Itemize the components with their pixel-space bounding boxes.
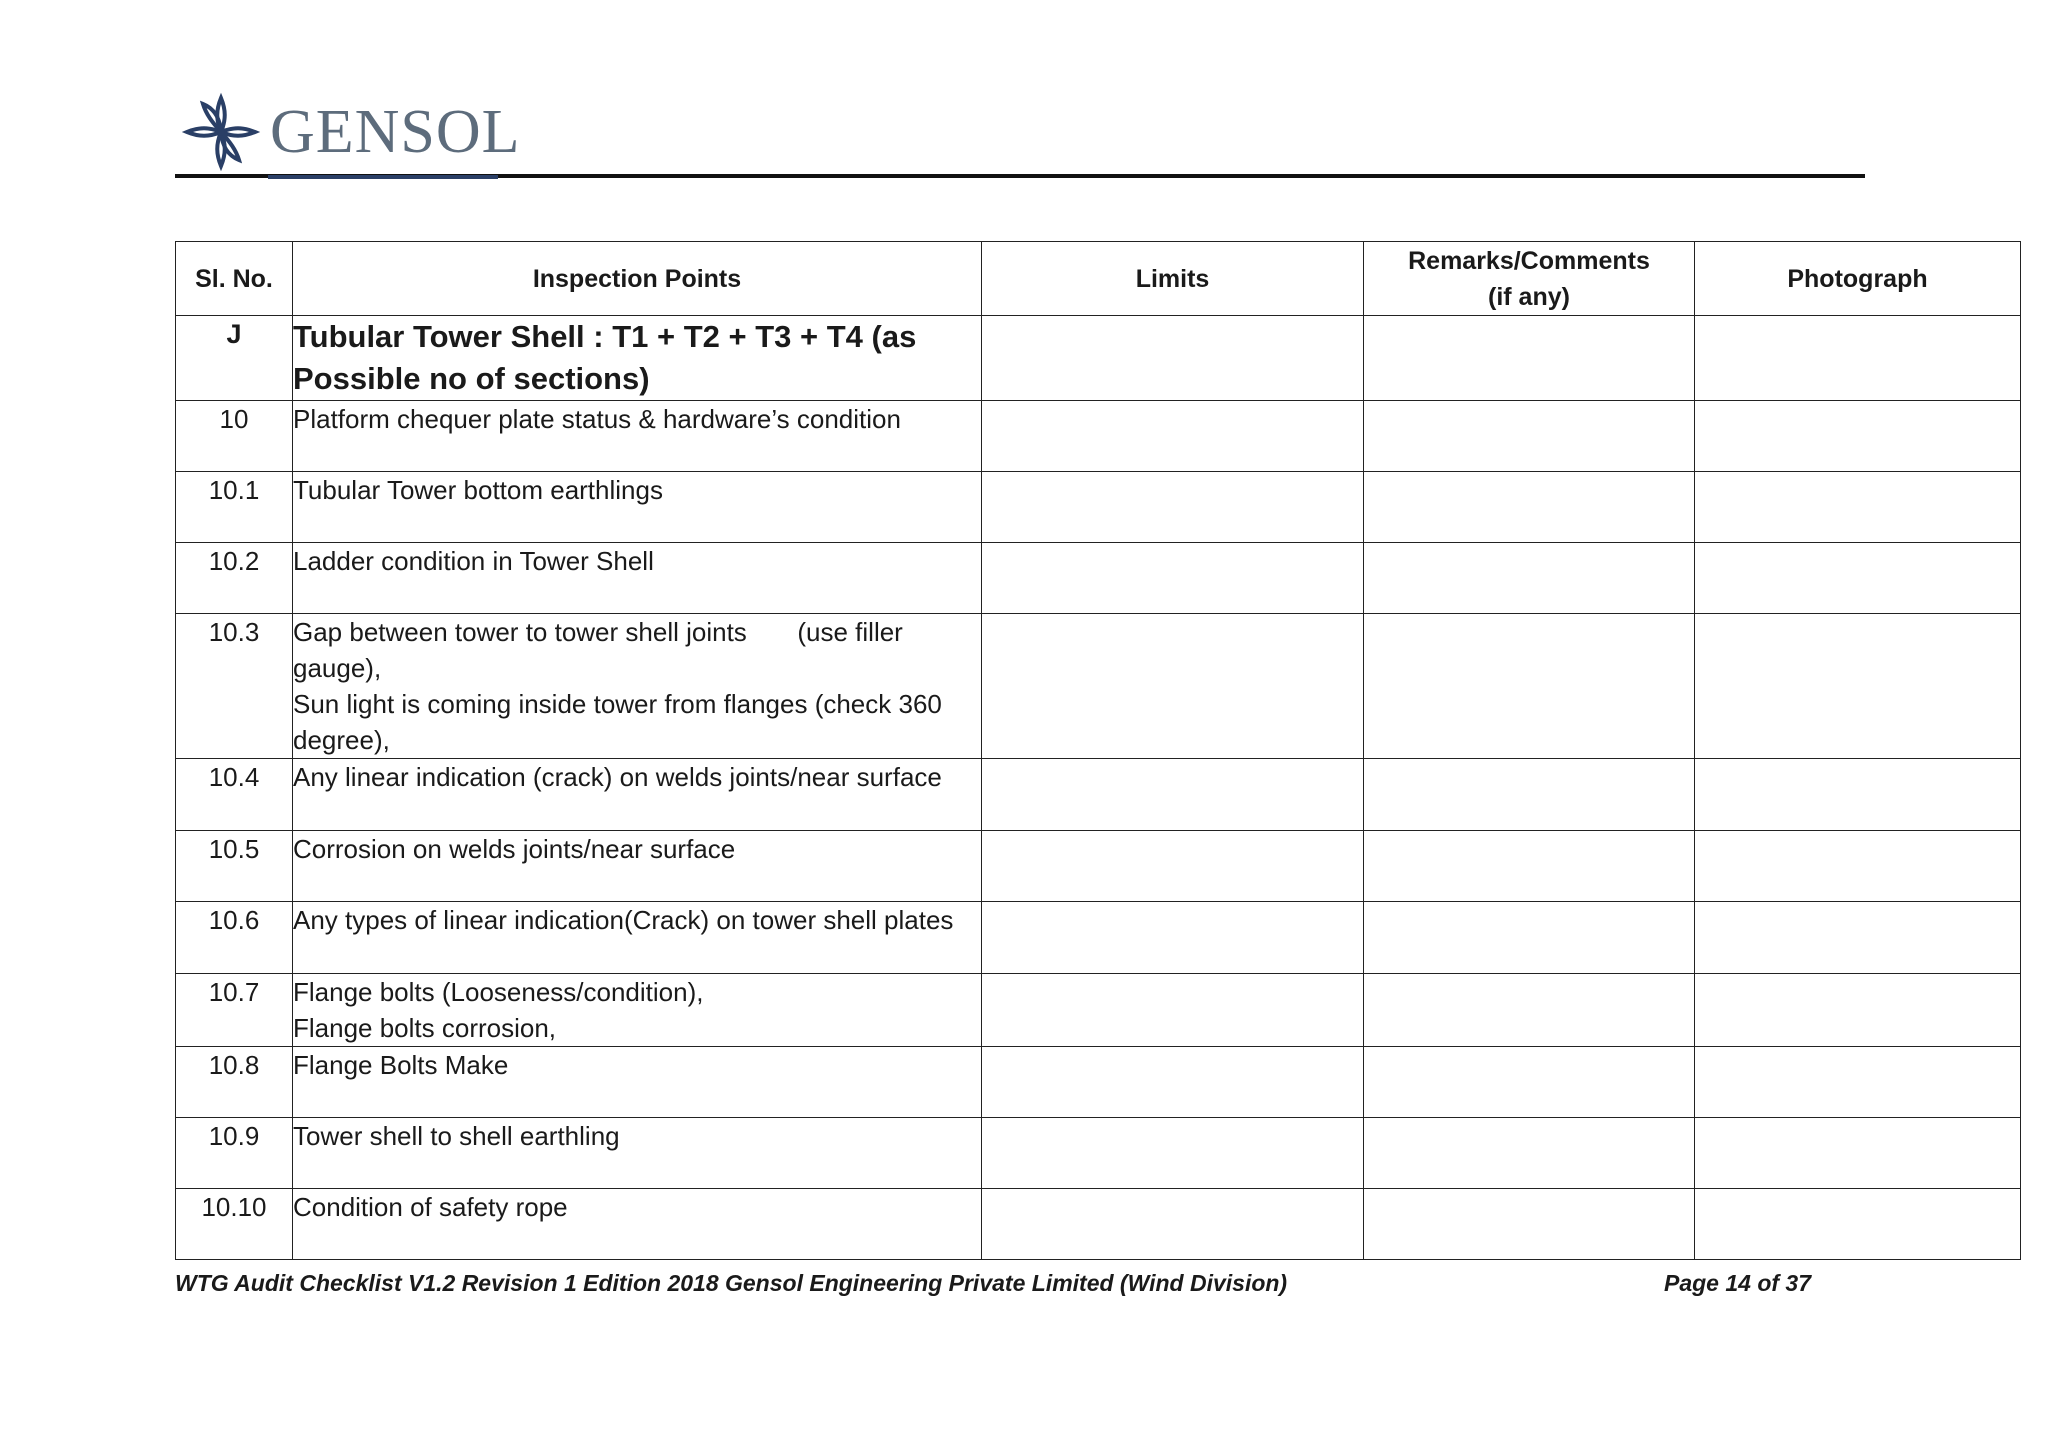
row-inspection-point — [293, 1047, 982, 1118]
inspection-point-line: Flange bolts corrosion, — [293, 1013, 557, 1043]
row-sl-no: 10.10 — [176, 1189, 293, 1260]
remarks-cell[interactable] — [1364, 614, 1695, 759]
footer-page-number: Page 14 of 37 — [1664, 1270, 1812, 1296]
section-sl-no: J — [176, 316, 293, 401]
limits-cell[interactable] — [982, 759, 1364, 831]
limits-cell[interactable] — [982, 974, 1364, 1047]
section-title: Tubular Tower Shell : T1 + T2 + T3 + T4 (as Possible no of sections) — [293, 316, 982, 401]
photograph-cell[interactable] — [1695, 401, 2021, 472]
photograph-cell[interactable] — [1695, 759, 2021, 831]
table-row — [176, 1118, 2021, 1189]
photograph-cell[interactable] — [1695, 1189, 2021, 1260]
remarks-cell[interactable] — [1364, 1189, 1695, 1260]
table-row — [176, 759, 2021, 831]
photograph-cell[interactable] — [1695, 472, 2021, 543]
logo-text: GENSOL — [270, 98, 521, 166]
remarks-cell[interactable] — [1364, 902, 1695, 974]
col-header-inspection-points: Inspection Points — [293, 242, 982, 316]
photograph-cell[interactable] — [1695, 614, 2021, 759]
table-row — [176, 614, 2021, 759]
table-row — [176, 902, 2021, 974]
col-header-remarks-line2: (if any) — [1488, 282, 1570, 311]
row-sl-no: 10.7 — [176, 974, 293, 1047]
limits-cell[interactable] — [982, 902, 1364, 974]
row-inspection-point — [293, 543, 982, 614]
row-sl-no: 10.5 — [176, 831, 293, 902]
row-sl-no: 10.4 — [176, 759, 293, 831]
remarks-cell[interactable] — [1364, 974, 1695, 1047]
inspection-point-line: Tower shell to shell earthling — [293, 1121, 620, 1151]
table-row — [176, 1189, 2021, 1260]
inspection-point-line: Gap between tower to tower shell joints (use filler gauge), — [293, 617, 911, 683]
inspection-point-line: Tubular Tower bottom earthlings — [293, 475, 663, 505]
remarks-cell[interactable] — [1364, 759, 1695, 831]
inspection-point-line: Sun light is coming inside tower from flanges (check 360 degree), — [293, 689, 942, 755]
limits-cell[interactable] — [982, 1118, 1364, 1189]
remarks-cell[interactable] — [1364, 1047, 1695, 1118]
inspection-point-line: Ladder condition in Tower Shell — [293, 546, 654, 576]
remarks-cell[interactable] — [1364, 1118, 1695, 1189]
remarks-cell[interactable] — [1364, 401, 1695, 472]
limits-cell[interactable] — [982, 316, 1364, 401]
limits-cell[interactable] — [982, 614, 1364, 759]
photograph-cell[interactable] — [1695, 1118, 2021, 1189]
col-header-limits: Limits — [982, 242, 1364, 316]
row-inspection-point — [293, 831, 982, 902]
limits-cell[interactable] — [982, 1047, 1364, 1118]
photograph-cell[interactable] — [1695, 974, 2021, 1047]
remarks-cell[interactable] — [1364, 316, 1695, 401]
col-header-sl-no: Sl. No. — [176, 242, 293, 316]
inspection-point-line: Flange Bolts Make — [293, 1050, 509, 1080]
row-inspection-point — [293, 759, 982, 831]
table-row — [176, 831, 2021, 902]
row-sl-no: 10.2 — [176, 543, 293, 614]
row-sl-no: 10.1 — [176, 472, 293, 543]
remarks-cell[interactable] — [1364, 472, 1695, 543]
photograph-cell[interactable] — [1695, 316, 2021, 401]
row-inspection-point — [293, 1189, 982, 1260]
row-inspection-point — [293, 401, 982, 472]
row-inspection-point — [293, 1118, 982, 1189]
footer-document-title: WTG Audit Checklist V1.2 Revision 1 Edition 2018 Gensol Engineering Private Limited (Wind Division) — [175, 1270, 1288, 1296]
inspection-point-line: Condition of safety rope — [293, 1192, 568, 1222]
inspection-point-line: Flange bolts (Looseness/condition), — [293, 977, 704, 1007]
row-inspection-point — [293, 472, 982, 543]
table-row — [176, 401, 2021, 472]
photograph-cell[interactable] — [1695, 543, 2021, 614]
table-row — [176, 543, 2021, 614]
row-sl-no: 10.9 — [176, 1118, 293, 1189]
row-sl-no: 10.8 — [176, 1047, 293, 1118]
row-inspection-point — [293, 902, 982, 974]
limits-cell[interactable] — [982, 401, 1364, 472]
photograph-cell[interactable] — [1695, 1047, 2021, 1118]
table-row — [176, 472, 2021, 543]
company-logo — [178, 92, 521, 172]
col-header-remarks — [1364, 242, 1695, 316]
photograph-cell[interactable] — [1695, 902, 2021, 974]
inspection-point-line: Any linear indication (crack) on welds joints/near surface — [293, 762, 942, 792]
row-sl-no: 10 — [176, 401, 293, 472]
table-row — [176, 974, 2021, 1047]
col-header-photograph: Photograph — [1695, 242, 2021, 316]
inspection-point-line: Corrosion on welds joints/near surface — [293, 834, 736, 864]
row-inspection-point — [293, 614, 982, 759]
section-row — [176, 316, 2021, 401]
limits-cell[interactable] — [982, 1189, 1364, 1260]
flower-logo-icon — [178, 92, 264, 172]
table-header-row — [176, 242, 2021, 316]
limits-cell[interactable] — [982, 472, 1364, 543]
inspection-point-line: Platform chequer plate status & hardware’s condition — [293, 404, 901, 434]
limits-cell[interactable] — [982, 831, 1364, 902]
row-sl-no: 10.3 — [176, 614, 293, 759]
row-inspection-point — [293, 974, 982, 1047]
col-header-remarks-line1: Remarks/Comments — [1408, 246, 1650, 275]
photograph-cell[interactable] — [1695, 831, 2021, 902]
inspection-checklist-table — [175, 241, 2021, 1260]
remarks-cell[interactable] — [1364, 543, 1695, 614]
table-row — [176, 1047, 2021, 1118]
remarks-cell[interactable] — [1364, 831, 1695, 902]
inspection-point-line: Any types of linear indication(Crack) on tower shell plates — [293, 905, 954, 935]
limits-cell[interactable] — [982, 543, 1364, 614]
logo-underline — [268, 175, 498, 179]
row-sl-no: 10.6 — [176, 902, 293, 974]
